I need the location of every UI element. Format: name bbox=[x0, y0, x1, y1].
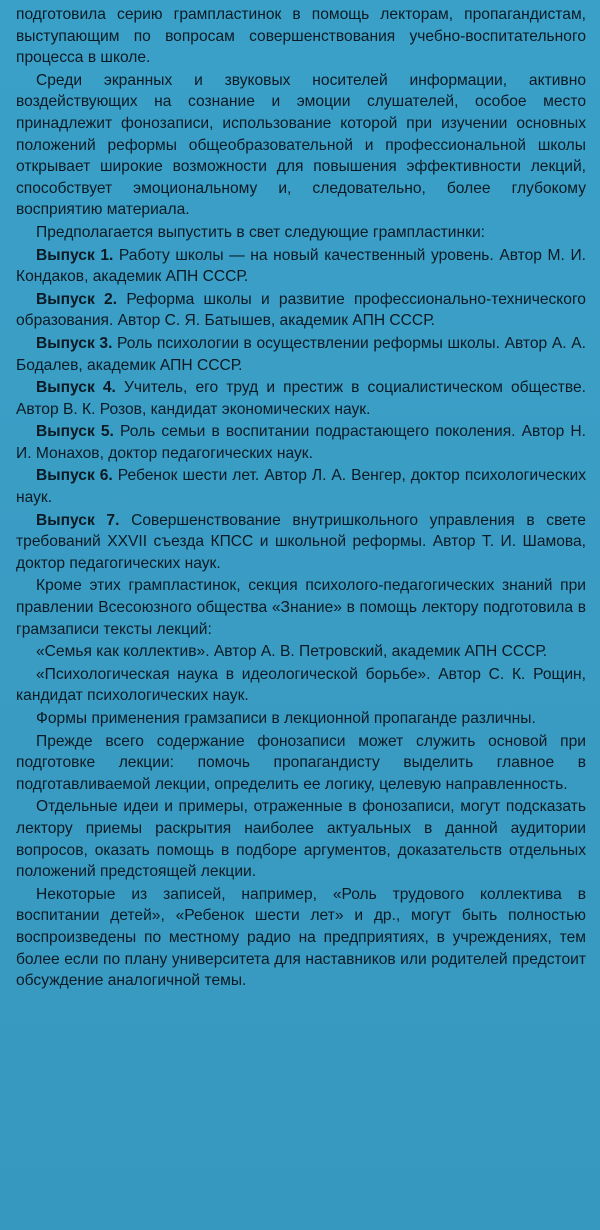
body-paragraph: Прежде всего содержание фонозаписи может служить основой при подготовке лекции: помочь пропагандисту выделить главное в подготавливаемой лекции, определить ее логику, целевую направленность. bbox=[16, 732, 586, 793]
body-paragraph: Некоторые из записей, например, «Роль трудового коллектива в воспитании детей», «Ребенок шести лет» и др., могут быть полностью воспроизведены по местному радио на предприятиях, в учреждениях, тем более если по плану университета для наставников или родителей предстоит обсуждение аналогичной темы. bbox=[16, 885, 586, 990]
issue-label: Выпуск 1. bbox=[36, 246, 114, 264]
body-paragraph: Предполагается выпустить в свет следующие грампластинки: bbox=[36, 223, 485, 241]
issue-text: Ребенок шести лет. Автор Л. А. Венгер, доктор психологических наук. bbox=[16, 467, 586, 507]
issue-item bbox=[16, 377, 586, 420]
issue-label: Выпуск 3. bbox=[36, 334, 113, 352]
body-paragraph: Среди экранных и звуковых носителей информации, активно воздействующих на сознание и эмоции слушателей, особое место принадлежит фонозаписи, использование которой при изучении основных положений реформы общеобразовательной и профессиональной школы открывает широкие возможности для повышения эффективности лекций, способствует эмоциональному и, следовательно, более глубокому восприятию материала. bbox=[16, 71, 586, 219]
issue-text: Учитель, его труд и престиж в социалистическом обществе. Автор В. К. Розов, кандидат экономических наук. bbox=[16, 379, 586, 418]
issue-label: Выпуск 2. bbox=[36, 290, 118, 308]
issue-text: Роль психологии в осуществлении реформы школы. Автор А. А. Бодалев, академик АПН СССР. bbox=[16, 334, 586, 374]
issue-item bbox=[16, 421, 586, 464]
issue-text: Реформа школы и развитие профессионально-технического образования. Автор С. Я. Батышев, академик АПН СССР. bbox=[16, 290, 586, 330]
issue-text: Роль семьи в воспитании подрастающего поколения. Автор Н. И. Монахов, доктор педагогических наук. bbox=[16, 423, 586, 462]
issue-label: Выпуск 5. bbox=[36, 423, 114, 441]
issue-item bbox=[16, 465, 586, 508]
issue-item bbox=[16, 245, 586, 288]
intro-paragraph: подготовила серию грампластинок в помощь лекторам, пропагандистам, выступающим по вопросам совершенствования учебно-воспитательного процесса в школе. bbox=[16, 6, 586, 67]
body-paragraph: Кроме этих грампластинок, секция психолого-педагогических знаний при правлении Всесоюзного общества «Знание» в помощь лектору подготовила в грамзаписи тексты лекций: bbox=[16, 577, 586, 638]
issue-item bbox=[16, 289, 586, 332]
issue-label: Выпуск 7. bbox=[36, 511, 120, 529]
lecture-item: «Семья как коллектив». Автор А. В. Петровский, академик АПН СССР. bbox=[36, 643, 548, 661]
issue-item bbox=[16, 510, 586, 575]
issue-text: Работу школы — на новый качественный уровень. Автор М. И. Кондаков, академик АПН СССР. bbox=[16, 246, 586, 286]
issue-label: Выпуск 6. bbox=[36, 467, 113, 485]
lecture-item: «Психологическая наука в идеологической борьбе». Автор С. К. Рощин, кандидат психологических наук. bbox=[16, 665, 586, 705]
issue-text: Совершенствование внутришкольного управления в свете требований XXVII съезда КПСС и школьной реформы. Автор Т. И. Шамова, доктор педагогических наук. bbox=[16, 511, 586, 572]
issue-label: Выпуск 4. bbox=[36, 379, 116, 397]
issue-item bbox=[16, 333, 586, 376]
body-paragraph: Формы применения грамзаписи в лекционной пропаганде различны. bbox=[36, 710, 536, 727]
body-paragraph: Отдельные идеи и примеры, отраженные в фонозаписи, могут подсказать лектору приемы раскрытия наиболее актуальных в данной аудитории вопросов, оказать помощь в подборе аргументов, доказательств отдельных положений предстоящей лекции. bbox=[16, 798, 586, 881]
